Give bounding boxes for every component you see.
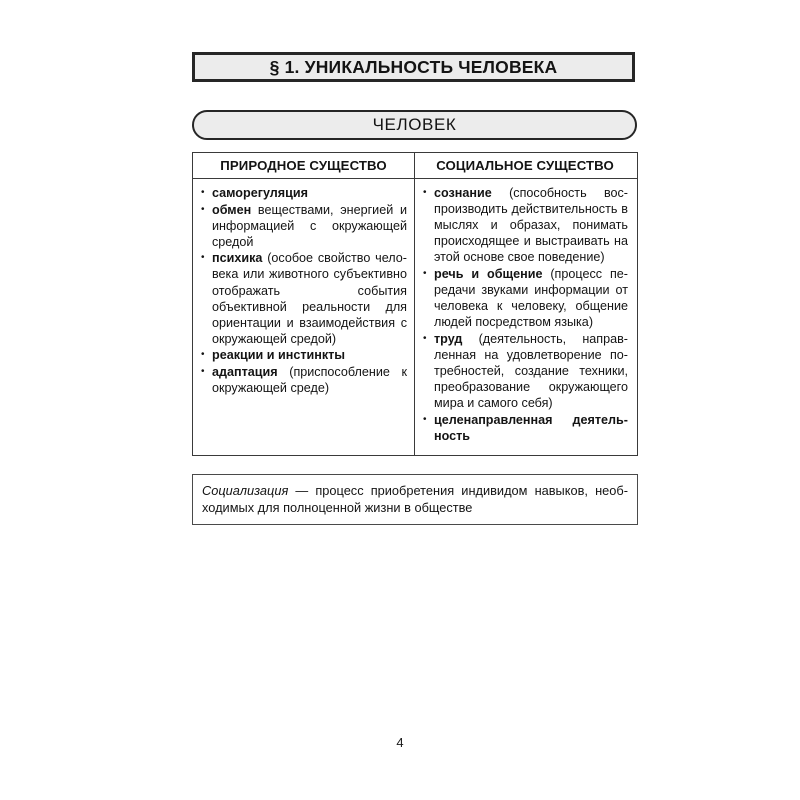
natural-being-item: [200, 347, 407, 363]
definition-body: — процесс приобретения индивидом навыков, необходимых для полноценной жизни в обществе: [202, 483, 628, 515]
social-being-description: (деятельность, направленная на удовлетворение потребностей, создание техники, преобразование окружающего мира и самого себя): [434, 331, 628, 411]
definition-box-socialization: [192, 474, 638, 525]
natural-being-list: [200, 185, 407, 396]
social-being-description: (процесс передачи звуками информации от человека к человеку, общение людей посредством языка): [434, 266, 628, 330]
natural-being-term: психика: [212, 251, 263, 266]
table-cell-natural-being: [193, 179, 414, 455]
natural-being-term: реакции и инстинкты: [212, 348, 346, 363]
natural-being-description: (особое свойство человека или животного субъективно отображать события объективной реальности для ориентации и взаимодействия с окружающей средой): [212, 251, 407, 346]
natural-being-term: адаптация: [212, 365, 278, 380]
social-being-item: [422, 266, 628, 330]
social-being-term: сознание: [434, 186, 492, 200]
natural-being-term: саморегуляция: [212, 186, 308, 200]
column-header-natural-being: ПРИРОДНОЕ СУЩЕСТВО: [220, 158, 387, 173]
definition-text: [202, 482, 628, 516]
social-being-list: [422, 185, 628, 444]
social-being-term: труд: [434, 331, 463, 346]
section-title-text: § 1. УНИКАЛЬНОСТЬ ЧЕЛОВЕКА: [269, 56, 558, 77]
table-header-row: [193, 153, 637, 179]
natural-being-item: [200, 364, 407, 396]
table-cell-social-being: [414, 179, 635, 455]
concept-box-human: [192, 110, 637, 140]
table-body-row: [193, 179, 637, 455]
section-title-banner: [192, 52, 635, 82]
natural-being-description: веществами, энергией и информацией с окружающей средой: [212, 202, 407, 249]
social-being-item: [422, 185, 628, 265]
column-header-social-being: СОЦИАЛЬНОЕ СУЩЕСТВО: [436, 158, 614, 173]
page-number: 4: [396, 735, 404, 750]
table-header-cell-social: [414, 153, 635, 178]
natural-being-description: (приспособление к окружающей среде): [212, 365, 407, 396]
concept-box-label: ЧЕЛОВЕК: [372, 115, 457, 134]
table-header-cell-natural: [193, 153, 414, 178]
social-being-term: речь и общение: [434, 266, 543, 281]
social-being-item: [422, 331, 628, 411]
natural-being-item: [200, 250, 407, 347]
natural-being-item: [200, 185, 407, 201]
social-being-description: (способность воспроизводить действительность в мыслях и образах, понимать происходящее и выстраивать на этой основе свое поведение): [434, 186, 628, 265]
comparison-table: [192, 152, 638, 456]
natural-being-item: [200, 202, 407, 250]
social-being-item: [422, 412, 628, 444]
definition-term: Социализация: [202, 483, 289, 498]
social-being-term: целенаправленная деятельность: [434, 412, 628, 443]
natural-being-term: обмен: [212, 202, 252, 217]
